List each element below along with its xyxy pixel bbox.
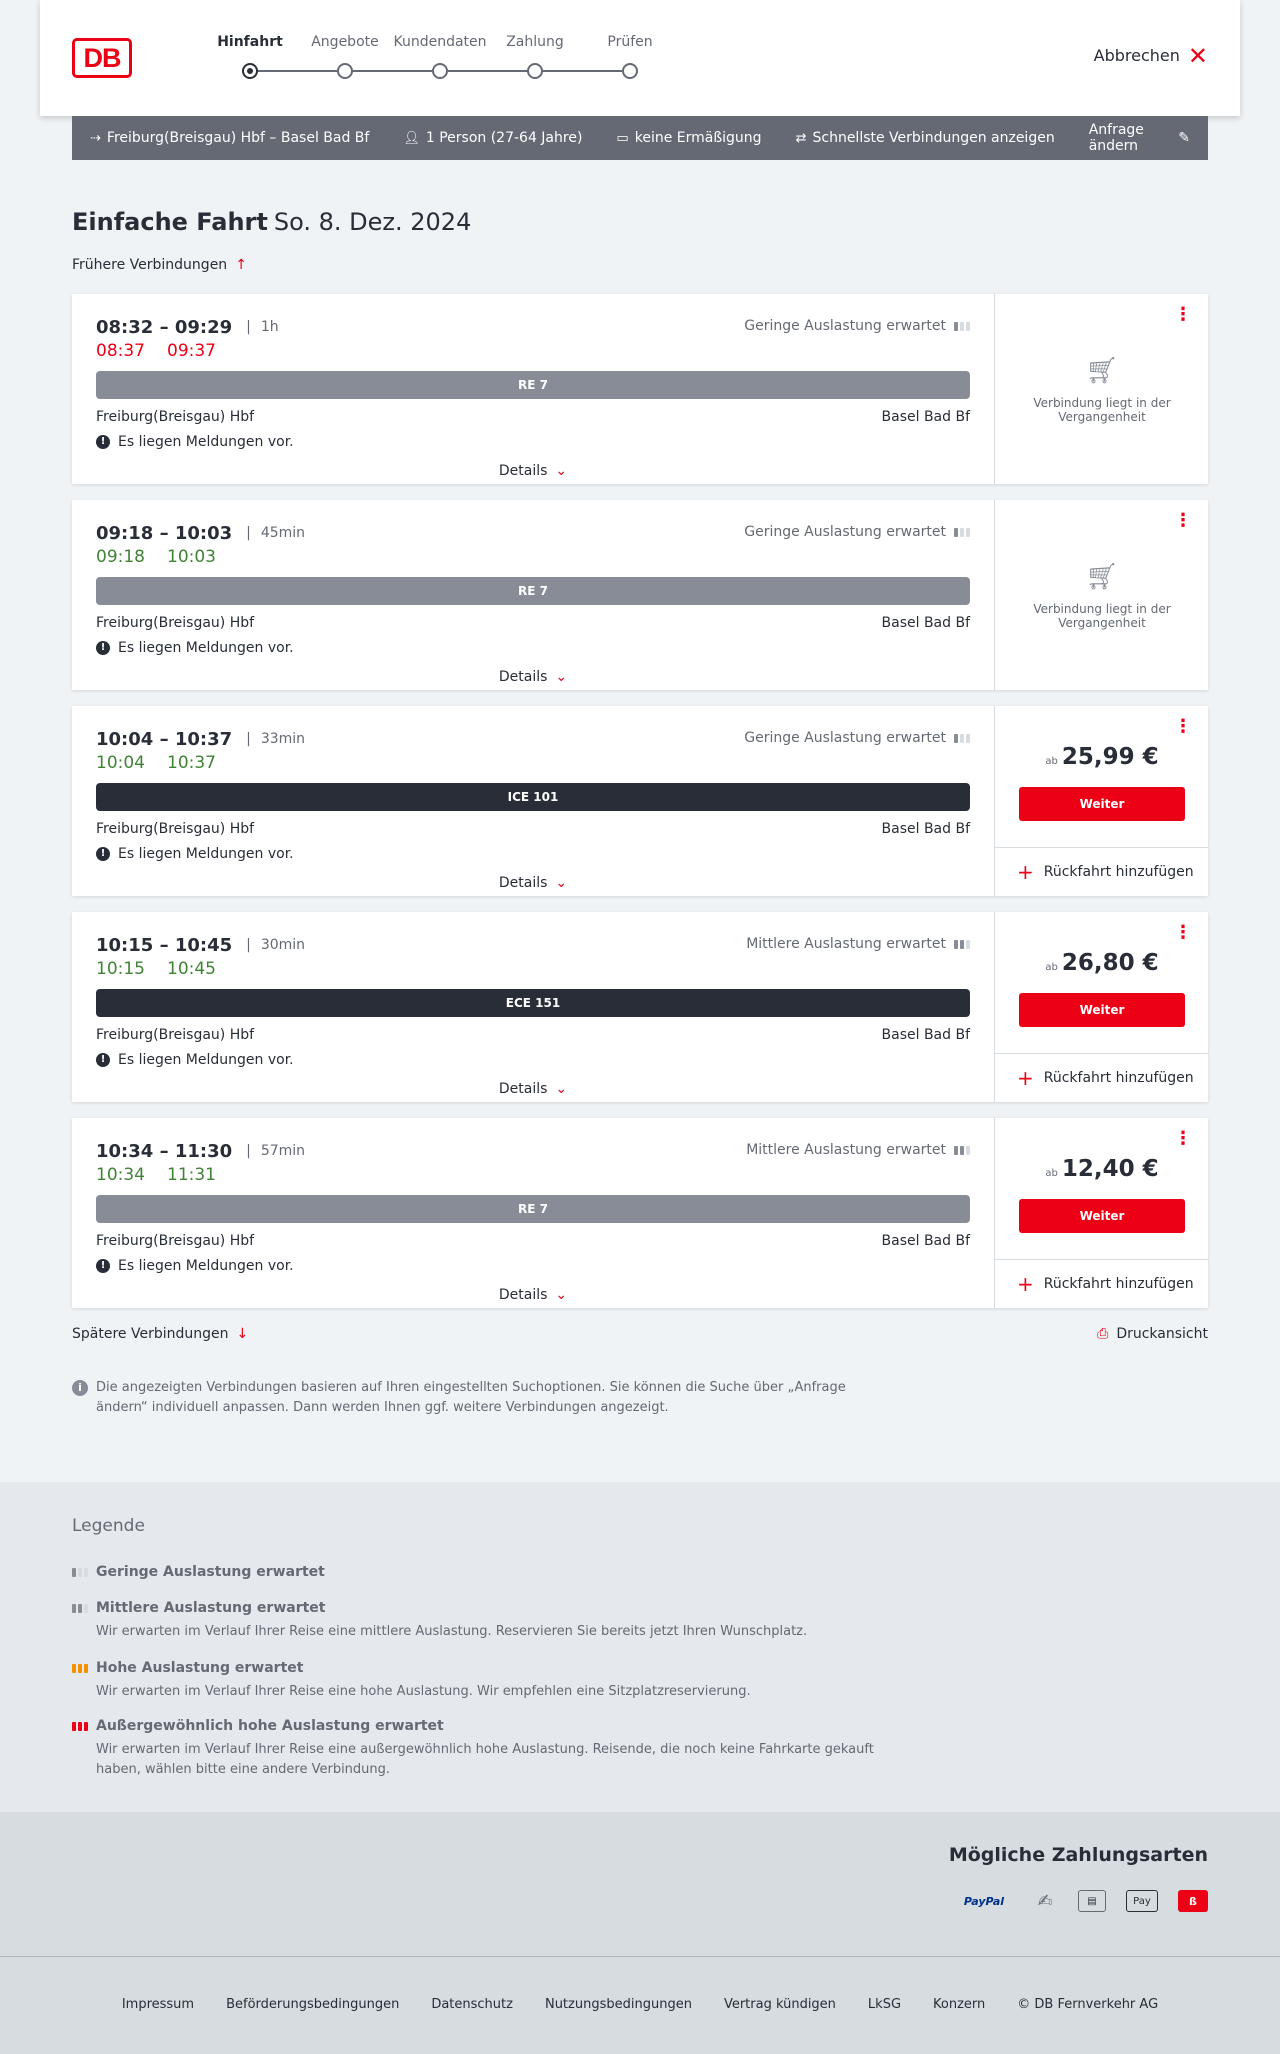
stations bbox=[96, 615, 970, 633]
person-icon: 👤︎ bbox=[403, 130, 420, 146]
connection-info bbox=[72, 500, 994, 690]
notice bbox=[96, 433, 970, 451]
train-bar[interactable]: RE 7 bbox=[96, 577, 970, 605]
occupancy-extreme-icon bbox=[72, 1722, 88, 1731]
earlier-connections-link[interactable] bbox=[72, 257, 247, 273]
details-toggle[interactable] bbox=[96, 875, 970, 891]
edit-request-button[interactable] bbox=[1089, 122, 1190, 154]
realtime-times bbox=[96, 547, 970, 569]
connection-card bbox=[72, 1118, 1208, 1308]
planned-times: 10:34 – 11:30 bbox=[96, 1140, 233, 1162]
past-connection-notice bbox=[995, 562, 1209, 630]
origin-station: Freiburg(Breisgau) Hbf bbox=[96, 1233, 255, 1249]
close-icon: ✕ bbox=[1187, 41, 1208, 70]
trip-type: Einfache Fahrt bbox=[72, 208, 268, 236]
planned-times: 09:18 – 10:03 bbox=[96, 522, 233, 544]
alert-icon: ! bbox=[96, 1053, 110, 1067]
cart-unavailable-icon: 🛒︎ bbox=[1085, 562, 1119, 592]
step-dot-active bbox=[242, 63, 258, 79]
duration: 45min bbox=[260, 525, 306, 541]
notice-text: Es liegen Meldungen vor. bbox=[118, 1258, 294, 1274]
connection-info bbox=[72, 1118, 994, 1308]
printer-icon: ⎙ bbox=[1097, 1326, 1109, 1342]
plus-icon: + bbox=[1017, 860, 1034, 884]
planned-times: 10:15 – 10:45 bbox=[96, 934, 233, 956]
stations bbox=[96, 409, 970, 427]
alert-icon: ! bbox=[96, 1259, 110, 1273]
step-kundendaten bbox=[385, 34, 495, 54]
more-options-icon[interactable]: ⋮ bbox=[1174, 304, 1192, 325]
notice bbox=[96, 1051, 970, 1069]
more-options-icon[interactable]: ⋮ bbox=[1174, 1128, 1192, 1149]
details-toggle[interactable] bbox=[96, 1287, 970, 1303]
price-prefix: ab bbox=[1045, 1168, 1058, 1179]
occupancy-medium-icon bbox=[72, 1604, 88, 1613]
legend-item bbox=[72, 1660, 872, 1702]
realtime-departure: 10:34 bbox=[96, 1165, 145, 1185]
route-text: Freiburg(Breisgau) Hbf – Basel Bad Bf bbox=[106, 130, 370, 146]
search-summary-bar bbox=[72, 116, 1208, 160]
step-dot bbox=[432, 63, 448, 79]
step-hinfahrt[interactable] bbox=[195, 34, 305, 54]
realtime-arrival: 10:45 bbox=[167, 959, 216, 979]
realtime-times bbox=[96, 341, 970, 363]
route-arrow-icon: ⇢ bbox=[90, 130, 101, 146]
realtime-arrival: 10:03 bbox=[167, 547, 216, 567]
sepa-icon: ▤ bbox=[1078, 1890, 1106, 1912]
separator: | bbox=[246, 731, 251, 747]
past-text: Verbindung liegt in der Vergangenheit bbox=[1033, 396, 1171, 424]
add-return-label: Rückfahrt hinzufügen bbox=[1043, 864, 1194, 880]
step-dot bbox=[337, 63, 353, 79]
details-label: Details bbox=[498, 1287, 548, 1303]
legend-description: Wir erwarten im Verlauf Ihrer Reise eine hohe Auslastung. Wir empfehlen eine Sitzplatzreservierung. bbox=[96, 1684, 751, 1699]
realtime-times bbox=[96, 1165, 970, 1187]
step-pruefen bbox=[575, 34, 685, 54]
more-options-icon[interactable]: ⋮ bbox=[1174, 922, 1192, 943]
offer-panel bbox=[994, 706, 1208, 896]
destination-station: Basel Bad Bf bbox=[881, 821, 970, 837]
destination-station: Basel Bad Bf bbox=[881, 1233, 970, 1249]
train-bar[interactable]: ICE 101 bbox=[96, 783, 970, 811]
footer-link-datenschutz[interactable]: Datenschutz bbox=[431, 1997, 513, 2012]
price bbox=[995, 744, 1209, 770]
chevron-down-icon: ⌄ bbox=[555, 463, 568, 479]
step-zahlung bbox=[480, 34, 590, 54]
destination-station: Basel Bad Bf bbox=[881, 1027, 970, 1043]
apple-pay-icon: Pay bbox=[1126, 1890, 1158, 1912]
realtime-times bbox=[96, 959, 970, 981]
details-toggle[interactable] bbox=[96, 1081, 970, 1097]
notice bbox=[96, 639, 970, 657]
details-label: Details bbox=[498, 875, 548, 891]
continue-button[interactable]: Weiter bbox=[1019, 993, 1185, 1027]
realtime-departure: 08:37 bbox=[96, 341, 145, 361]
later-label: Spätere Verbindungen bbox=[72, 1326, 229, 1342]
legend-label: Hohe Auslastung erwartet bbox=[96, 1660, 304, 1676]
stations bbox=[96, 1027, 970, 1045]
duration: 33min bbox=[260, 731, 306, 747]
origin-station: Freiburg(Breisgau) Hbf bbox=[96, 409, 255, 425]
chevron-down-icon: ⌄ bbox=[555, 875, 568, 891]
legend-label: Mittlere Auslastung erwartet bbox=[96, 1600, 326, 1616]
footer-link-konzern[interactable]: Konzern bbox=[933, 1997, 986, 2012]
cancel-button[interactable] bbox=[1093, 41, 1208, 70]
occupancy-low-icon bbox=[954, 734, 970, 743]
origin-station: Freiburg(Breisgau) Hbf bbox=[96, 821, 255, 837]
info-text: Die angezeigten Verbindungen basieren auf Ihren eingestellten Suchoptionen. Sie können die Suche über „Anfrage ändern“ individuell anpassen. Dann werden Ihnen ggf. weitere Verbindungen angezeigt. bbox=[96, 1380, 846, 1415]
legend-title: Legende bbox=[72, 1516, 145, 1536]
alert-icon: ! bbox=[96, 641, 110, 655]
occupancy-label: Mittlere Auslastung erwartet bbox=[746, 1142, 946, 1158]
legend-label: Außergewöhnlich hohe Auslastung erwartet bbox=[96, 1718, 444, 1734]
stations bbox=[96, 1233, 970, 1251]
separator: | bbox=[246, 1143, 251, 1159]
connection-card bbox=[72, 500, 1208, 690]
fastest-text: Schnellste Verbindungen anzeigen bbox=[812, 130, 1055, 146]
fastest-option bbox=[796, 130, 1055, 146]
legend-label: Geringe Auslastung erwartet bbox=[96, 1564, 325, 1580]
step-label: Prüfen bbox=[607, 34, 653, 50]
connection-card bbox=[72, 912, 1208, 1102]
discount-text: keine Ermäßigung bbox=[634, 130, 762, 146]
duration: 57min bbox=[260, 1143, 306, 1159]
discount-summary bbox=[616, 130, 761, 146]
traveller-text: 1 Person (27-64 Jahre) bbox=[425, 130, 583, 146]
connection-card bbox=[72, 294, 1208, 484]
db-payment-icon: ß bbox=[1178, 1890, 1208, 1912]
destination-station: Basel Bad Bf bbox=[881, 615, 970, 631]
alert-icon: ! bbox=[96, 847, 110, 861]
price-value: 26,80 € bbox=[1061, 950, 1159, 976]
step-label: Angebote bbox=[311, 34, 379, 50]
occupancy-info bbox=[746, 1142, 970, 1158]
step-angebote bbox=[290, 34, 400, 54]
price-value: 12,40 € bbox=[1061, 1156, 1159, 1182]
realtime-departure: 10:04 bbox=[96, 753, 145, 773]
price-prefix: ab bbox=[1045, 962, 1058, 973]
legend-description: Wir erwarten im Verlauf Ihrer Reise eine außergewöhnlich hohe Auslastung. Reisende, die noch keine Fahrkarte gekauft haben, wählen bitte eine andere Verbindung. bbox=[96, 1742, 874, 1777]
legend-description: Wir erwarten im Verlauf Ihrer Reise eine mittlere Auslastung. Reservieren Sie bereits jetzt Ihren Wunschplatz. bbox=[96, 1624, 808, 1639]
separator: | bbox=[246, 525, 251, 541]
payment-methods-section bbox=[0, 1812, 1280, 1956]
edit-request-label: Anfrage ändern bbox=[1088, 122, 1144, 154]
continue-button[interactable]: Weiter bbox=[1019, 787, 1185, 821]
more-options-icon[interactable]: ⋮ bbox=[1174, 716, 1192, 737]
occupancy-label: Mittlere Auslastung erwartet bbox=[746, 936, 946, 952]
connection-info bbox=[72, 912, 994, 1102]
add-return-trip-button[interactable] bbox=[995, 1259, 1209, 1308]
page-title bbox=[72, 208, 471, 236]
offer-panel bbox=[994, 500, 1208, 690]
header bbox=[40, 0, 1240, 116]
occupancy-medium-icon bbox=[954, 1146, 970, 1155]
notice-text: Es liegen Meldungen vor. bbox=[118, 846, 294, 862]
connection-card bbox=[72, 706, 1208, 896]
step-label: Kundendaten bbox=[393, 34, 487, 50]
occupancy-label: Geringe Auslastung erwartet bbox=[744, 730, 946, 746]
occupancy-info bbox=[744, 730, 970, 746]
occupancy-label: Geringe Auslastung erwartet bbox=[744, 524, 946, 540]
add-return-trip-button[interactable] bbox=[995, 847, 1209, 896]
footer bbox=[0, 1956, 1280, 2054]
footer-link-befoerderungsbedingungen[interactable]: Beförderungsbedingungen bbox=[226, 1997, 400, 2012]
origin-station: Freiburg(Breisgau) Hbf bbox=[96, 1027, 255, 1043]
offer-panel bbox=[994, 1118, 1208, 1308]
realtime-departure: 09:18 bbox=[96, 547, 145, 567]
footer-link-vertrag-kuendigen[interactable]: Vertrag kündigen bbox=[723, 1997, 836, 2012]
occupancy-label: Geringe Auslastung erwartet bbox=[744, 318, 946, 334]
print-view-link[interactable] bbox=[1097, 1326, 1208, 1342]
past-connection-notice bbox=[995, 356, 1209, 424]
payment-title: Mögliche Zahlungsarten bbox=[948, 1844, 1208, 1866]
arrow-up-icon: ↑ bbox=[235, 257, 247, 273]
price-value: 25,99 € bbox=[1061, 744, 1159, 770]
cancel-label: Abbrechen bbox=[1093, 46, 1180, 65]
booking-progress bbox=[180, 34, 653, 84]
duration: 30min bbox=[260, 937, 306, 953]
paypal-icon: PayPal bbox=[963, 1894, 1005, 1908]
notice bbox=[96, 845, 970, 863]
footer-links bbox=[0, 1997, 1280, 2012]
payment-icons bbox=[956, 1890, 1208, 1912]
search-info-note bbox=[72, 1378, 852, 1418]
price-prefix: ab bbox=[1045, 756, 1058, 767]
info-icon: i bbox=[72, 1380, 88, 1396]
arrow-down-icon: ↓ bbox=[236, 1326, 249, 1342]
trip-date: So. 8. Dez. 2024 bbox=[273, 208, 472, 236]
cart-unavailable-icon: 🛒︎ bbox=[1085, 356, 1119, 386]
bahncard-icon: ▭ bbox=[616, 130, 629, 146]
notice bbox=[96, 1257, 970, 1275]
footer-link-lksg[interactable]: LkSG bbox=[867, 1997, 902, 2012]
offer-panel bbox=[994, 912, 1208, 1102]
step-label: Zahlung bbox=[506, 34, 564, 50]
realtime-arrival: 09:37 bbox=[167, 341, 216, 361]
offer-panel bbox=[994, 294, 1208, 484]
notice-text: Es liegen Meldungen vor. bbox=[118, 640, 294, 656]
duration: 1h bbox=[260, 319, 279, 335]
price bbox=[995, 1156, 1209, 1182]
train-bar[interactable]: RE 7 bbox=[96, 1195, 970, 1223]
occupancy-info bbox=[744, 318, 970, 334]
legend-item bbox=[72, 1718, 872, 1780]
chevron-down-icon: ⌄ bbox=[555, 1287, 568, 1303]
route-summary bbox=[90, 130, 369, 146]
step-dot bbox=[622, 63, 638, 79]
legend-section bbox=[0, 1482, 1280, 1812]
occupancy-high-icon bbox=[72, 1664, 88, 1673]
train-bar[interactable]: RE 7 bbox=[96, 371, 970, 399]
realtime-departure: 10:15 bbox=[96, 959, 145, 979]
earlier-label: Frühere Verbindungen bbox=[72, 257, 228, 273]
chevron-down-icon: ⌄ bbox=[555, 669, 568, 685]
footer-copyright: © DB Fernverkehr AG bbox=[1017, 1997, 1159, 2012]
details-label: Details bbox=[498, 1081, 548, 1097]
plus-icon: + bbox=[1017, 1066, 1034, 1090]
occupancy-info bbox=[746, 936, 970, 952]
occupancy-low-icon bbox=[954, 322, 970, 331]
connection-info bbox=[72, 706, 994, 896]
step-label: Hinfahrt bbox=[217, 34, 283, 50]
step-dot bbox=[527, 63, 543, 79]
connection-info bbox=[72, 294, 994, 484]
planned-times: 10:04 – 10:37 bbox=[96, 728, 233, 750]
realtime-arrival: 11:31 bbox=[167, 1165, 216, 1185]
separator: | bbox=[246, 319, 251, 335]
credit-card-icon: ✍ bbox=[1037, 1890, 1053, 1912]
occupancy-info bbox=[744, 524, 970, 540]
print-label: Druckansicht bbox=[1116, 1326, 1208, 1342]
past-text: Verbindung liegt in der Vergangenheit bbox=[1033, 602, 1171, 630]
realtime-arrival: 10:37 bbox=[167, 753, 216, 773]
legend-item bbox=[72, 1564, 872, 1580]
destination-station: Basel Bad Bf bbox=[881, 409, 970, 425]
occupancy-medium-icon bbox=[954, 940, 970, 949]
more-options-icon[interactable]: ⋮ bbox=[1174, 510, 1192, 531]
traveller-summary bbox=[403, 130, 582, 146]
alert-icon: ! bbox=[96, 435, 110, 449]
origin-station: Freiburg(Breisgau) Hbf bbox=[96, 615, 255, 631]
realtime-times bbox=[96, 753, 970, 775]
plus-icon: + bbox=[1017, 1272, 1034, 1296]
options-icon: ⇄ bbox=[795, 130, 807, 146]
add-return-trip-button[interactable] bbox=[995, 1053, 1209, 1102]
db-logo[interactable]: DB bbox=[72, 38, 132, 78]
occupancy-low-icon bbox=[954, 528, 970, 537]
continue-button[interactable]: Weiter bbox=[1019, 1199, 1185, 1233]
chevron-down-icon: ⌄ bbox=[555, 1081, 568, 1097]
train-bar[interactable]: ECE 151 bbox=[96, 989, 970, 1017]
details-label: Details bbox=[498, 463, 548, 479]
price bbox=[995, 950, 1209, 976]
planned-times: 08:32 – 09:29 bbox=[96, 316, 233, 338]
details-label: Details bbox=[498, 669, 548, 685]
pencil-icon: ✎ bbox=[1178, 130, 1190, 146]
separator: | bbox=[246, 937, 251, 953]
details-toggle[interactable] bbox=[96, 463, 970, 479]
notice-text: Es liegen Meldungen vor. bbox=[118, 434, 294, 450]
legend-item bbox=[72, 1600, 872, 1642]
details-toggle[interactable] bbox=[96, 669, 970, 685]
occupancy-low-icon bbox=[72, 1568, 88, 1577]
add-return-label: Rückfahrt hinzufügen bbox=[1043, 1276, 1194, 1292]
stations bbox=[96, 821, 970, 839]
later-connections-link[interactable] bbox=[72, 1326, 248, 1342]
footer-link-impressum[interactable]: Impressum bbox=[121, 1997, 195, 2012]
notice-text: Es liegen Meldungen vor. bbox=[118, 1052, 294, 1068]
add-return-label: Rückfahrt hinzufügen bbox=[1043, 1070, 1194, 1086]
footer-link-nutzungsbedingungen[interactable]: Nutzungsbedingungen bbox=[544, 1997, 692, 2012]
